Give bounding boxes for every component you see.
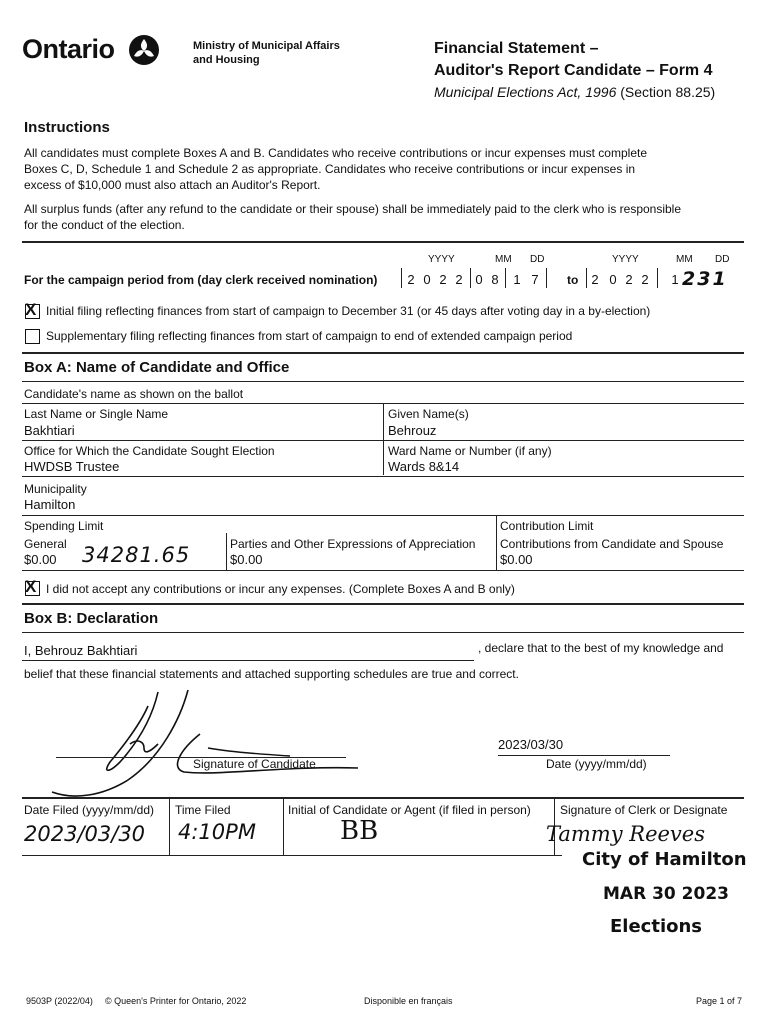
- form-title-line1: Financial Statement –: [434, 40, 599, 57]
- to-dd-label: DD: [715, 254, 730, 265]
- act-reference: [434, 82, 715, 102]
- date-box-divider: [401, 268, 402, 288]
- divider: [22, 476, 744, 477]
- contrib-candidate-label: Contributions from Candidate and Spouse: [500, 537, 724, 551]
- divider: [22, 440, 744, 441]
- stamp-elections: Elections: [610, 916, 703, 937]
- general-value[interactable]: $0.00: [24, 552, 57, 567]
- clerk-signature-handwritten: Tammy Reeves: [546, 822, 705, 846]
- office-label: Office for Which the Candidate Sought Election: [24, 444, 275, 458]
- spending-limit-label: Spending Limit: [24, 519, 104, 533]
- date-line: [498, 755, 670, 756]
- from-yyyy-label: YYYY: [428, 254, 455, 265]
- stamp-city: City of Hamilton: [582, 849, 747, 870]
- date-box-divider: [546, 268, 547, 288]
- supplementary-filing-checkbox[interactable]: [25, 329, 40, 344]
- logo-wordmark: Ontario: [22, 34, 115, 64]
- divider: [22, 241, 744, 243]
- initial-filed-label: Initial of Candidate or Agent (if filed in person): [288, 803, 531, 817]
- declarant-name[interactable]: I, Behrouz Bakhtiari: [24, 643, 138, 658]
- to-date-handwritten: 231: [682, 268, 728, 290]
- box-a-heading: Box A: Name of Candidate and Office: [24, 359, 290, 376]
- no-contributions-label: I did not accept any contributions or incur any expenses. (Complete Boxes A and B only): [46, 582, 515, 596]
- from-digit-7: 1: [513, 272, 521, 287]
- municipality-value[interactable]: Hamilton: [24, 497, 76, 512]
- form-title-line2: Auditor's Report Candidate – Form 4: [434, 62, 713, 79]
- last-name-value[interactable]: Bakhtiari: [24, 423, 75, 438]
- divider: [22, 632, 744, 633]
- municipality-label: Municipality: [24, 482, 87, 496]
- box-a-top-border: [22, 352, 744, 354]
- to-digit-5: 1: [671, 272, 679, 287]
- ministry-name-line1: Ministry of Municipal Affairs: [193, 40, 340, 52]
- initial-handwritten: BB: [340, 816, 379, 846]
- date-filed-label: Date Filed (yyyy/mm/dd): [24, 803, 155, 817]
- declaration-date-value[interactable]: 2023/03/30: [498, 737, 564, 752]
- from-dd-label: DD: [530, 254, 545, 265]
- declarant-underline: [22, 660, 474, 661]
- ontario-logo: [22, 34, 162, 70]
- supplementary-filing-label: Supplementary filing reflecting finances from start of campaign to end of extended campaign period: [46, 329, 573, 343]
- date-box-divider: [505, 268, 506, 288]
- divider: [22, 855, 562, 856]
- declare-text: , declare that to the best of my knowledge and: [478, 641, 724, 655]
- trillium-icon: [128, 34, 160, 66]
- act-section: (Section 88.25): [616, 84, 716, 100]
- clerk-signature-label: Signature of Clerk or Designate: [560, 803, 728, 817]
- from-digit-6: 8: [491, 272, 499, 287]
- to-yyyy-label: YYYY: [612, 254, 639, 265]
- time-filed-label: Time Filed: [175, 803, 231, 817]
- last-name-label: Last Name or Single Name: [24, 407, 169, 421]
- footer-form-code: 9503P (2022/04): [26, 996, 93, 1006]
- check-x-icon: X: [25, 577, 37, 596]
- instructions-p1-l3: excess of $10,000 must also attach an Auditor's Report.: [24, 178, 321, 192]
- to-digit-4: 2: [641, 272, 649, 287]
- belief-text: belief that these financial statements and attached supporting schedules are true and correct.: [24, 667, 519, 681]
- ministry-name-line2: and Housing: [193, 54, 260, 66]
- divider: [22, 797, 744, 799]
- footer-copyright: © Queen's Printer for Ontario, 2022: [105, 996, 247, 1006]
- box-b-top-border: [22, 603, 744, 605]
- instructions-p2-l2: for the conduct of the election.: [24, 218, 185, 232]
- to-label: to: [567, 273, 579, 287]
- to-digit-1: 2: [591, 272, 599, 287]
- column-divider: [283, 797, 284, 855]
- date-box-divider: [586, 268, 587, 288]
- to-mm-label: MM: [676, 254, 693, 265]
- contrib-candidate-value[interactable]: $0.00: [500, 552, 533, 567]
- instructions-p2-l1: All surplus funds (after any refund to the candidate or their spouse) shall be immediately paid to the clerk who is responsible: [24, 202, 682, 216]
- time-filed-handwritten: 4:10PM: [178, 820, 256, 844]
- from-mm-label: MM: [495, 254, 512, 265]
- general-label: General: [24, 537, 67, 551]
- form-title: [434, 38, 715, 102]
- divider: [22, 381, 744, 382]
- instructions-p1-l2: Boxes C, D, Schedule 1 and Schedule 2 as appropriate. Candidates who receive contributions or incur expenses in: [24, 162, 636, 176]
- office-value[interactable]: HWDSB Trustee: [24, 459, 120, 474]
- ward-value[interactable]: Wards 8&14: [388, 459, 460, 474]
- given-name-label: Given Name(s): [388, 407, 469, 421]
- parties-value[interactable]: $0.00: [230, 552, 263, 567]
- from-digit-4: 2: [455, 272, 463, 287]
- date-box-divider: [470, 268, 471, 288]
- stamp-date: MAR 30 2023: [603, 884, 729, 904]
- campaign-period-label: For the campaign period from (day clerk received nomination): [24, 273, 378, 287]
- footer-page-number: Page 1 of 7: [696, 996, 743, 1006]
- to-digit-3: 2: [625, 272, 633, 287]
- column-divider: [496, 515, 497, 570]
- date-filed-handwritten: 2023/03/30: [24, 822, 146, 846]
- column-divider: [169, 797, 170, 855]
- general-handwritten-amount: 34281.65: [82, 543, 191, 567]
- from-digit-2: 0: [423, 272, 431, 287]
- from-digit-3: 2: [439, 272, 447, 287]
- ward-label: Ward Name or Number (if any): [388, 444, 552, 458]
- instructions-p1-l1: All candidates must complete Boxes A and B. Candidates who receive contributions or incur expenses must complete: [24, 146, 647, 160]
- from-digit-5: 0: [475, 272, 483, 287]
- declaration-date-label: Date (yyyy/mm/dd): [546, 757, 647, 771]
- footer-french: Disponible en français: [364, 996, 453, 1006]
- given-name-value[interactable]: Behrouz: [388, 423, 437, 438]
- initial-filing-checkbox[interactable]: [25, 300, 40, 319]
- parties-label: Parties and Other Expressions of Appreciation: [230, 537, 476, 551]
- divider: [22, 515, 744, 516]
- divider: [22, 570, 744, 571]
- from-digit-1: 2: [407, 272, 415, 287]
- instructions-heading: Instructions: [24, 119, 110, 136]
- initial-filing-label: Initial filing reflecting finances from start of campaign to December 31 (or 45 days after voting day in a by-election): [46, 304, 651, 318]
- date-box-divider: [657, 268, 658, 288]
- no-contributions-checkbox[interactable]: [25, 577, 40, 596]
- ballot-name-label: Candidate's name as shown on the ballot: [24, 387, 244, 401]
- contribution-limit-label: Contribution Limit: [500, 519, 594, 533]
- candidate-signature-icon: [40, 680, 370, 810]
- check-x-icon: X: [25, 300, 37, 319]
- box-b-heading: Box B: Declaration: [24, 610, 159, 627]
- column-divider: [226, 533, 227, 570]
- column-divider: [383, 403, 384, 475]
- from-digit-8: 7: [531, 272, 539, 287]
- signature-label: Signature of Candidate: [193, 757, 316, 771]
- act-name: Municipal Elections Act, 1996: [434, 84, 617, 100]
- to-digit-2: 0: [609, 272, 617, 287]
